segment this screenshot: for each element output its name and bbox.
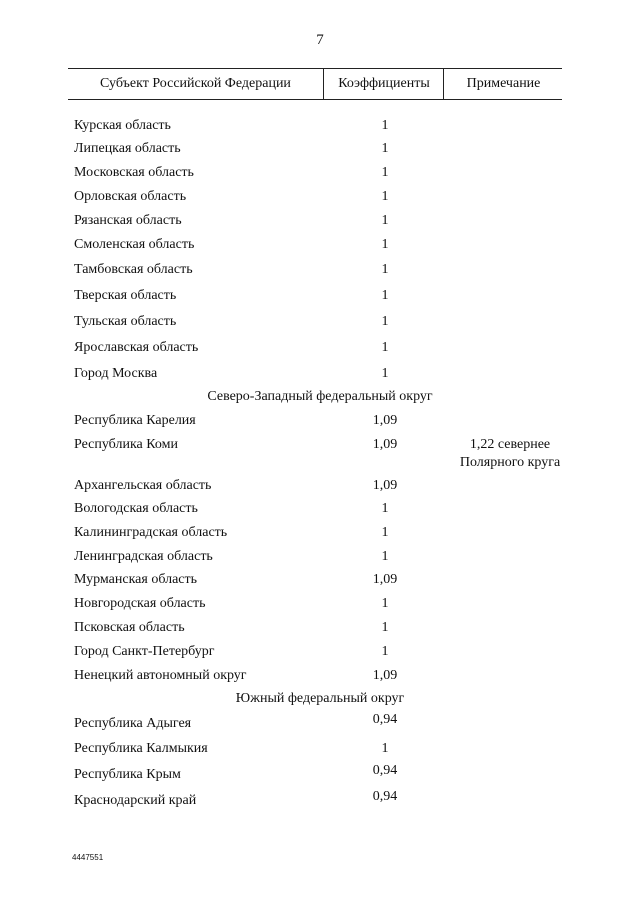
row-coefficient: 1 — [381, 644, 389, 659]
row-subject: Ленинградская область — [74, 549, 213, 564]
row-subject: Тульская область — [74, 314, 177, 329]
row-subject: Ярославская область — [74, 340, 199, 355]
row-subject: Республика Карелия — [74, 413, 196, 428]
row-coefficient: 1 — [381, 118, 389, 133]
row-subject: Псковская область — [74, 620, 185, 635]
row-subject: Ненецкий автономный округ — [74, 668, 247, 683]
row-coefficient: 1 — [381, 141, 389, 156]
row-coefficient: 1 — [381, 596, 389, 611]
row-subject: Тамбовская область — [74, 262, 193, 277]
row-coefficient: 1 — [381, 314, 389, 329]
row-coefficient: 0,94 — [372, 712, 398, 727]
row-subject: Калининградская область — [74, 525, 228, 540]
row-coefficient: 1,09 — [372, 572, 398, 587]
row-subject: Республика Крым — [74, 767, 181, 782]
row-coefficient: 1 — [381, 213, 389, 228]
row-coefficient: 0,94 — [372, 789, 398, 804]
row-coefficient: 0,94 — [372, 763, 398, 778]
row-note-line: 1,22 севернее — [469, 437, 551, 452]
row-coefficient: 1 — [381, 525, 389, 540]
row-coefficient: 1,09 — [372, 478, 398, 493]
row-subject: Республика Калмыкия — [74, 741, 208, 756]
row-note-line: Полярного круга — [459, 455, 561, 470]
row-subject: Смоленская область — [74, 237, 195, 252]
row-subject: Вологодская область — [74, 501, 198, 516]
section-heading: Северо-Западный федеральный округ — [207, 389, 433, 404]
row-subject: Липецкая область — [74, 141, 181, 156]
row-coefficient: 1 — [381, 501, 389, 516]
row-subject: Тверская область — [74, 288, 177, 303]
document-code: 4447551 — [72, 853, 104, 862]
header-subject: Субъект Российской Федерации — [100, 76, 291, 91]
row-coefficient: 1 — [381, 189, 389, 204]
row-subject: Краснодарский край — [74, 793, 197, 808]
row-coefficient: 1,09 — [372, 413, 398, 428]
row-coefficient: 1 — [381, 237, 389, 252]
row-subject: Мурманская область — [74, 572, 198, 587]
row-coefficient: 1 — [381, 366, 389, 381]
row-subject: Орловская область — [74, 189, 187, 204]
header-note: Примечание — [443, 69, 563, 99]
row-subject: Московская область — [74, 165, 194, 180]
row-subject: Новгородская область — [74, 596, 206, 611]
row-coefficient: 1 — [381, 741, 389, 756]
row-coefficient: 1 — [381, 165, 389, 180]
row-coefficient: 1 — [381, 620, 389, 635]
row-note — [440, 436, 580, 472]
row-subject: Республика Коми — [74, 437, 178, 452]
row-subject: Республика Адыгея — [74, 716, 192, 731]
row-coefficient: 1 — [381, 340, 389, 355]
table-header — [68, 68, 562, 100]
row-subject: Архангельская область — [74, 478, 212, 493]
header-coefficients: Коэффициенты — [323, 69, 444, 99]
row-coefficient: 1,09 — [372, 437, 398, 452]
row-coefficient: 1 — [381, 288, 389, 303]
row-coefficient: 1 — [381, 262, 389, 277]
section-heading: Южный федеральный округ — [235, 691, 405, 706]
row-coefficient: 1 — [381, 549, 389, 564]
page-number: 7 — [316, 32, 324, 48]
row-subject: Город Москва — [74, 366, 158, 381]
row-subject: Город Санкт-Петербург — [74, 644, 215, 659]
row-coefficient: 1,09 — [372, 668, 398, 683]
row-subject: Рязанская область — [74, 213, 182, 228]
row-subject: Курская область — [74, 118, 171, 133]
